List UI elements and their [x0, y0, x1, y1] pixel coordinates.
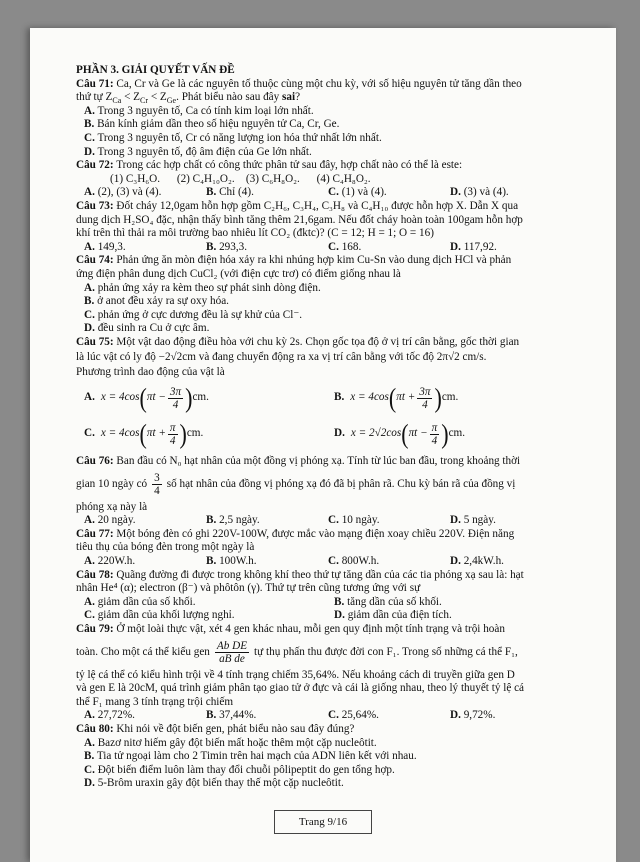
- q79-option-c[interactable]: C. 25,64%.: [328, 709, 379, 722]
- q80-option-a[interactable]: A. Bazơ nitơ hiếm gây đột biến mất hoặc thêm một cặp nucleôtit.: [84, 736, 377, 749]
- q76-stem-3: phóng xạ này là: [76, 500, 148, 513]
- q78-option-c[interactable]: C. giảm dần của khối lượng nghỉ.: [84, 609, 235, 622]
- q79-stem-4: và gen E là 20cM, quá trình giảm phân tạo giao tử ở đực và cái là giống nhau, theo lý thuyết tỷ lệ cá: [76, 682, 525, 695]
- q75-stem-2: là lúc vật có ly độ −2√2cm và đang chuyển động ra xa vị trí cân bằng với tốc độ 2π√2 cm/s.: [76, 351, 487, 364]
- page-content: [76, 64, 596, 791]
- page-number-footer: Trang 9/16: [274, 810, 372, 834]
- q78-stem: Câu 78: Quãng đường đi được trong không khí theo thứ tự tăng dần của các tia phóng xạ sau là: hạt: [76, 568, 524, 581]
- q76-stem-2: gian 10 ngày có $\frac{3}{4}$ số hạt nhân của đồng vị phóng xạ đó đã bị phân rã. Chu kỳ bán rã của đồng vị: [76, 472, 516, 498]
- q73-option-c[interactable]: C. 168.: [328, 240, 362, 253]
- q75-stem: Câu 75: Một vật dao động điều hòa với chu kỳ 2s. Chọn gốc tọa độ ở vị trí cân bằng, gốc thời gian: [76, 335, 520, 348]
- q79-stem-3: tỷ lệ cá thể có kiểu hình trội về 4 tính trạng chiếm 35,64%. Nếu khoảng cách di truyền giữa gen D: [76, 668, 515, 681]
- q72-option-d[interactable]: D. (3) và (4).: [450, 186, 509, 199]
- q78-options-row-2: [76, 609, 596, 623]
- q77-options: [76, 555, 596, 569]
- q78-stem-2: nhân He⁴ (α); electron (β⁻) và phôtôn (γ). Thứ tự trên cũng tương ứng với sự: [76, 582, 421, 595]
- q75-option-a[interactable]: A. x = 4cos ( πt − $\frac{3\pi}{4}$ ) cm.: [84, 381, 209, 414]
- q71-option-a[interactable]: A. Trong 3 nguyên tố, Ca có tính kim loại lớn nhất.: [84, 104, 314, 117]
- q78-options-row-1: [76, 596, 596, 610]
- q77-option-d[interactable]: D. 2,4kW.h.: [450, 555, 504, 568]
- q75-option-c[interactable]: C. x = 4cos ( πt + $\frac{\pi}{4}$ ) cm.: [84, 417, 204, 450]
- q73-stem: Câu 73: Đốt cháy 12,0gam hỗn hợp gồm C₂H₆, C₃H₄, C₃H₈ và C₄H₁₀ được hỗn hợp X. Dẫn X qua: [76, 199, 519, 212]
- q71-option-c[interactable]: C. Trong 3 nguyên tố, Cr có năng lượng ion hóa thứ nhất lớn nhất.: [84, 131, 382, 144]
- q77-option-a[interactable]: A. 220W.h.: [84, 555, 136, 568]
- q73-option-b[interactable]: B. 293,3.: [206, 240, 248, 253]
- q80-option-b[interactable]: B. Tia tử ngoại làm cho 2 Timin trên hai mạch của ADN liên kết với nhau.: [84, 750, 417, 763]
- q76-option-a[interactable]: A. 20 ngày.: [84, 514, 136, 527]
- q77-stem: Câu 77: Một bóng đèn có ghi 220V-100W, được mắc vào mạng điện xoay chiều 220V. Điện năng: [76, 527, 515, 540]
- q78-option-d[interactable]: D. giảm dần của điện tích.: [334, 609, 452, 622]
- q71-option-d[interactable]: D. Trong 3 nguyên tố, độ âm điện của Ge lớn nhất.: [84, 145, 312, 158]
- q76-option-d[interactable]: D. 5 ngày.: [450, 514, 496, 527]
- q71-stem-2: thứ tự $Z_{Ca} < Z_{Cr} < Z_{Ge}$. Phát biểu nào sau đây sai?: [76, 91, 301, 106]
- q73-options: [76, 241, 596, 255]
- q75-options-row-1: [76, 380, 596, 416]
- q76-options: [76, 514, 596, 528]
- q80-option-d[interactable]: D. 5-Brôm uraxin gây đột biến thay thế một cặp nucleôtit.: [84, 777, 344, 790]
- q71-option-b[interactable]: B. Bán kính giảm dần theo số hiệu nguyên tử Ca, Cr, Ge.: [84, 118, 340, 131]
- q76-option-b[interactable]: B. 2,5 ngày.: [206, 514, 260, 527]
- q74-option-a[interactable]: A. phản ứng xảy ra kèm theo sự phát sinh dòng điện.: [84, 281, 321, 294]
- q72-option-b[interactable]: B. Chỉ (4).: [206, 186, 254, 199]
- q79-option-b[interactable]: B. 37,44%.: [206, 709, 257, 722]
- q80-option-c[interactable]: C. Đột biến điểm luôn làm thay đổi chuỗi pôlipeptit do gen tổng hợp.: [84, 763, 395, 776]
- q74-stem: Câu 74: Phản ứng ăn mòn điện hóa xảy ra khi nhúng hợp kim Cu-Sn vào dung dịch HCl và phản: [76, 254, 512, 267]
- q75-stem-3: Phương trình dao động của vật là: [76, 366, 225, 379]
- q72-option-c[interactable]: C. (1) và (4).: [328, 186, 387, 199]
- q72-option-a[interactable]: A. (2), (3) và (4).: [84, 186, 162, 199]
- q73-stem-3: khí trên thì thải ra môi trường bao nhiêu lít CO₂ (đktc)? (C = 12; H = 1; O = 16): [76, 227, 434, 240]
- q75-options-row-2: [76, 416, 596, 452]
- q80-stem: Câu 80: Khi nói về đột biến gen, phát biểu nào sau đây đúng?: [76, 722, 355, 735]
- q73-option-a[interactable]: A. 149,3.: [84, 240, 126, 253]
- q79-options: [76, 709, 596, 723]
- section-title: PHẦN 3. GIẢI QUYẾT VẤN ĐỀ: [76, 64, 235, 76]
- q79-stem-5: thể F₁ mang 3 tính trạng trội chiếm: [76, 695, 234, 708]
- q76-stem: Câu 76: Ban đầu có N₀ hạt nhân của một đồng vị phóng xạ. Tính từ lúc ban đầu, trong khoảng thời: [76, 455, 521, 468]
- q79-option-d[interactable]: D. 9,72%.: [450, 709, 496, 722]
- q79-option-a[interactable]: A. 27,72%.: [84, 709, 135, 722]
- q79-stem-2: toàn. Cho một cá thể kiểu gen $\frac{\text{Ab DE}}{\text{aB de}}$ tự thụ phấn thu được đời con F₁. Trong số những cá thể F₁,: [76, 640, 518, 666]
- q74-option-b[interactable]: B. ở anot đều xảy ra sự oxy hóa.: [84, 295, 229, 308]
- q72-stem: Câu 72: Trong các hợp chất có công thức phân tử sau đây, hợp chất nào có thể là este:: [76, 159, 463, 172]
- q73-option-d[interactable]: D. 117,92.: [450, 240, 497, 253]
- q78-option-a[interactable]: A. giảm dần của số khối.: [84, 595, 196, 608]
- q77-stem-2: tiêu thụ của bóng đèn trong một ngày là: [76, 541, 255, 554]
- q71-stem: Câu 71: Ca, Cr và Ge là các nguyên tố thuộc cùng một chu kỳ, với số hiệu nguyên tử tăng dần theo: [76, 77, 522, 90]
- q75-option-d[interactable]: D. x = 2√2cos ( πt − $\frac{\pi}{4}$ ) cm.: [334, 417, 466, 450]
- q78-option-b[interactable]: B. tăng dần của số khối.: [334, 595, 442, 608]
- q74-option-c[interactable]: C. phản ứng ở cực dương đều là sự khử của Cl⁻.: [84, 308, 303, 321]
- q77-option-c[interactable]: C. 800W.h.: [328, 555, 380, 568]
- q75-option-b[interactable]: B. x = 4cos ( πt + $\frac{3\pi}{4}$ ) cm.: [334, 381, 459, 414]
- document-page: [30, 28, 616, 862]
- q79-stem: Câu 79: Ở một loài thực vật, xét 4 gen khác nhau, mỗi gen quy định một tính trạng và trội hoàn: [76, 623, 505, 635]
- q77-option-b[interactable]: B. 100W.h.: [206, 555, 257, 568]
- q73-stem-2: dung dịch H₂SO₄ đặc, nhận thấy bình tăng thêm 21,6gam. Nếu đốt cháy hoàn toàn 100gam hỗn hợp: [76, 213, 523, 226]
- q72-options: [76, 186, 596, 200]
- q74-option-d[interactable]: D. đều sinh ra Cu ở cực âm.: [84, 322, 210, 335]
- q74-stem-2: ứng điện phân dung dịch CuCl₂ (với điện cực trơ) có điểm giống nhau là: [76, 267, 401, 280]
- q72-compounds: (1) C₃H₆O. (2) C₄H₁₀O₂. (3) C₆H₈O₂. (4) C₄H₈O₂.: [110, 172, 371, 185]
- q76-option-c[interactable]: C. 10 ngày.: [328, 514, 380, 527]
